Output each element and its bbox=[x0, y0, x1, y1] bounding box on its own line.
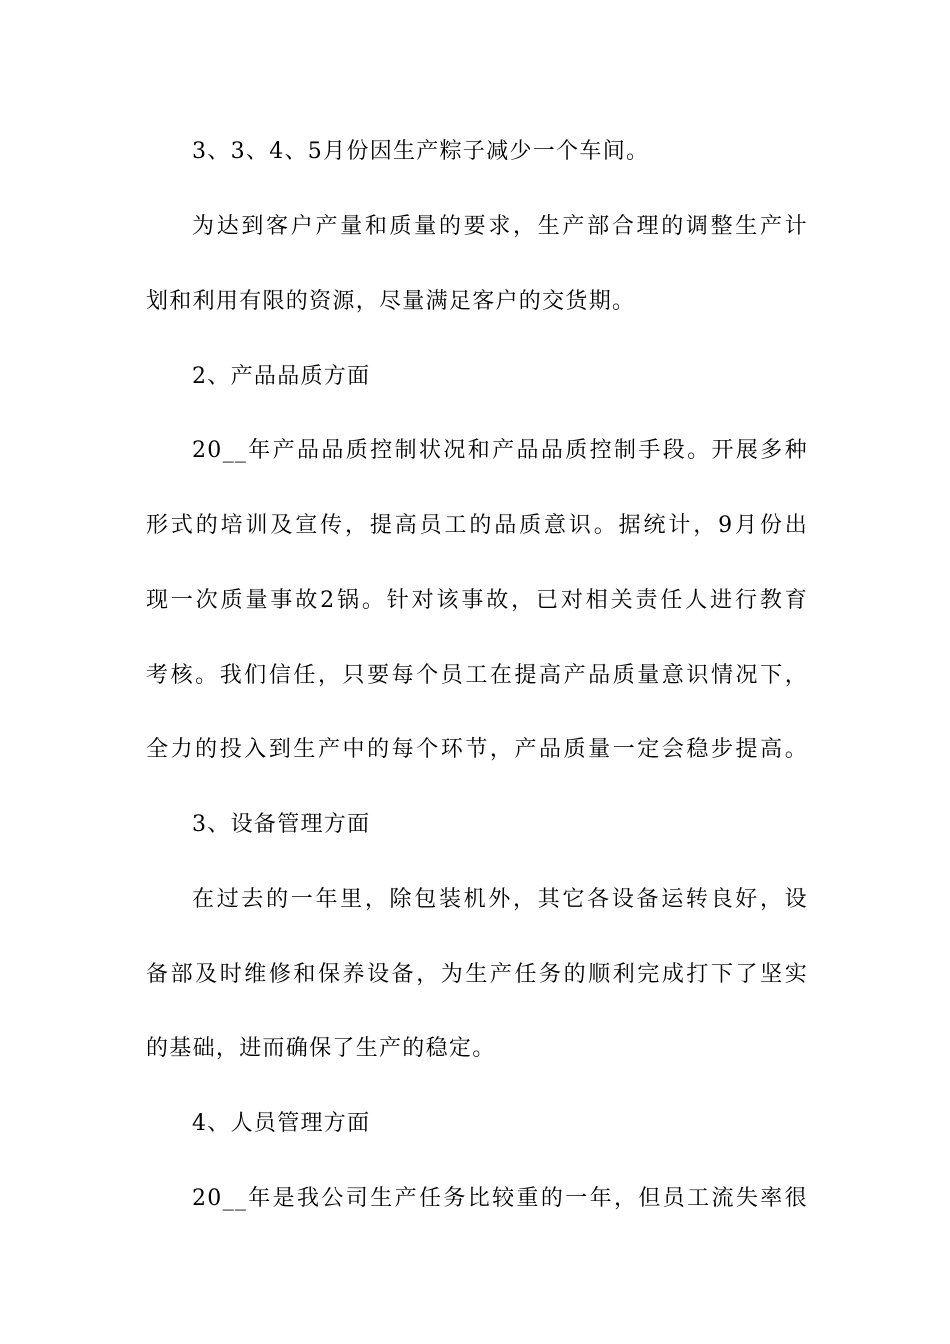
paragraph-line: 20__年产品品质控制状况和产品品质控制手段。开展多种 bbox=[192, 438, 808, 463]
paragraph-line: 在过去的一年里，除包装机外，其它各设备运转良好，设 bbox=[192, 887, 808, 912]
paragraph-line: 备部及时维修和保养设备，为生产任务的顺利完成打下了坚实 bbox=[146, 962, 808, 987]
paragraph-line: 20__年是我公司生产任务比较重的一年，但员工流失率很 bbox=[192, 1186, 808, 1211]
section-heading: 3、设备管理方面 bbox=[192, 812, 371, 837]
paragraph-line: 全力的投入到生产中的每个环节，产品质量一定会稳步提高。 bbox=[146, 737, 808, 762]
section-heading: 4、人员管理方面 bbox=[192, 1111, 371, 1136]
paragraph-line: 3、3、4、5月份因生产粽子减少一个车间。 bbox=[192, 139, 650, 164]
paragraph-line: 现一次质量事故2锅。针对该事故，已对相关责任人进行教育 bbox=[146, 588, 808, 613]
paragraph-line: 划和利用有限的资源，尽量满足客户的交货期。 bbox=[146, 289, 636, 314]
paragraph-line: 形式的培训及宣传，提高员工的品质意识。据统计，9月份出 bbox=[146, 513, 808, 538]
paragraph-line: 为达到客户产量和质量的要求，生产部合理的调整生产计 bbox=[192, 214, 808, 239]
paragraph-line: 的基础，进而确保了生产的稳定。 bbox=[146, 1036, 496, 1061]
section-heading: 2、产品品质方面 bbox=[192, 364, 371, 389]
paragraph-line: 考核。我们信任，只要每个员工在提高产品质量意识情况下， bbox=[146, 663, 808, 688]
